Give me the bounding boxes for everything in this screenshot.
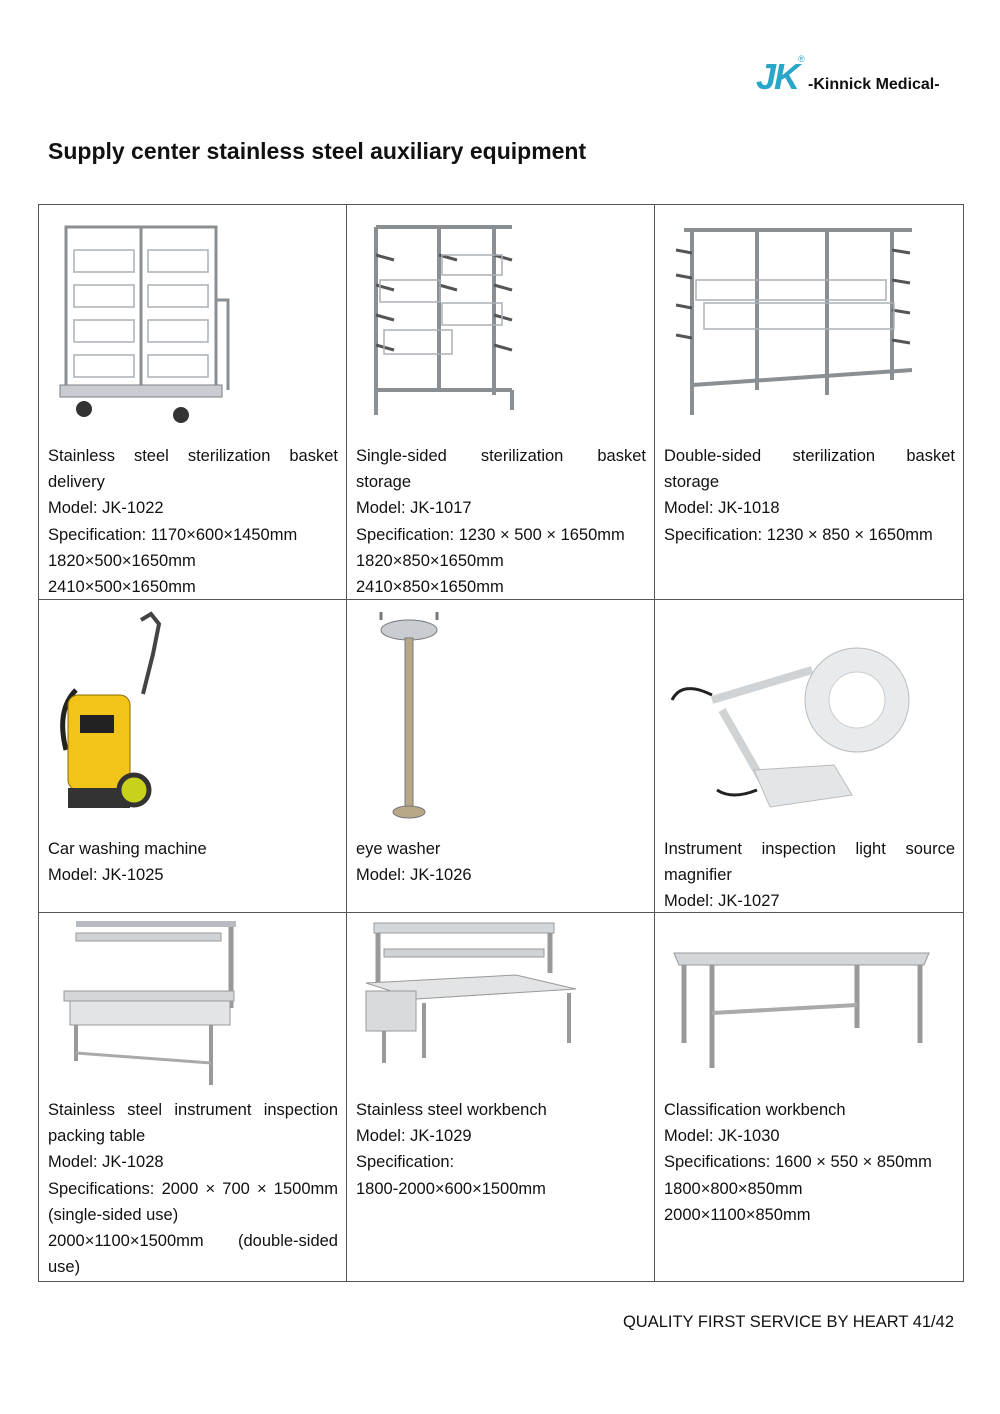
table-row <box>39 205 964 600</box>
product-cell <box>347 205 655 600</box>
registered-mark: ® <box>798 54 805 64</box>
product-model: Model: JK-1028 <box>48 1153 164 1172</box>
product-spec: 1820×500×1650mm <box>48 551 196 570</box>
product-name: Stainless steel sterilization basket delivery <box>48 447 338 492</box>
product-name: Single-sided sterilization basket storage <box>356 447 646 492</box>
single-sided-rack-image <box>354 205 554 443</box>
product-table <box>38 204 964 1282</box>
product-spec: Specification: <box>356 1153 455 1172</box>
table-row <box>39 600 964 913</box>
product-name: eye washer <box>356 840 441 858</box>
page-title: Supply center stainless steel auxiliary equipment <box>48 138 587 164</box>
magnifier-lamp-image <box>662 600 922 836</box>
eye-washer-image <box>354 600 464 836</box>
product-cell <box>347 913 655 1282</box>
product-name: Stainless steel workbench <box>356 1101 547 1119</box>
product-name: Car washing machine <box>48 840 207 858</box>
product-spec: 2000×1100×1500mm (double-sided use) <box>48 1232 338 1277</box>
classification-workbench-image <box>662 913 942 1097</box>
product-model: Model: JK-1017 <box>356 499 472 518</box>
table-row <box>39 913 964 1282</box>
product-model: Model: JK-1025 <box>48 866 164 885</box>
product-spec: 2410×500×1650mm <box>48 578 196 597</box>
page-footer: QUALITY FIRST SERVICE BY HEART 41/42 <box>622 1313 954 1331</box>
product-model: Model: JK-1029 <box>356 1127 472 1146</box>
product-cell <box>347 600 655 913</box>
product-name: Instrument inspection light source magnifier <box>664 840 955 885</box>
product-name: Double-sided sterilization basket storage <box>664 447 955 492</box>
product-spec: Specification: 1230 × 500 × 1650mm <box>356 525 625 544</box>
product-model: Model: JK-1026 <box>356 866 472 885</box>
workbench-image <box>354 913 594 1097</box>
product-spec: Specification: 1170×600×1450mm <box>48 525 298 544</box>
product-model: Model: JK-1027 <box>664 892 780 911</box>
product-cell <box>655 913 964 1282</box>
product-cell <box>655 205 964 600</box>
double-sided-rack-image <box>662 205 932 443</box>
product-model: Model: JK-1018 <box>664 499 780 518</box>
company-name: -Kinnick Medical- <box>808 76 940 93</box>
product-name: Classification workbench <box>664 1101 846 1119</box>
logo-mark: JK <box>756 56 799 97</box>
product-spec: 1800-2000×600×1500mm <box>356 1179 546 1198</box>
product-spec: 2000×1100×850mm <box>664 1205 811 1224</box>
product-spec: Specification: 1230 × 850 × 1650mm <box>664 525 933 544</box>
product-spec: Specifications: 1600 × 550 × 850mm <box>664 1153 932 1172</box>
product-spec: 2410×850×1650mm <box>356 578 504 597</box>
company-logo <box>752 54 962 100</box>
product-spec: 1820×850×1650mm <box>356 551 504 570</box>
product-cell <box>39 600 347 913</box>
product-cell <box>39 913 347 1282</box>
product-cell <box>655 600 964 913</box>
product-model: Model: JK-1030 <box>664 1127 780 1146</box>
product-spec: Specifications: 2000 × 700 × 1500mm (single-sided use) <box>48 1179 338 1224</box>
product-model: Model: JK-1022 <box>48 499 164 518</box>
inspection-packing-table-image <box>46 913 246 1097</box>
car-washing-machine-image <box>46 600 196 836</box>
product-name: Stainless steel instrument inspection packing table <box>48 1101 338 1146</box>
basket-delivery-cart-image <box>46 205 246 443</box>
product-spec: 1800×800×850mm <box>664 1179 803 1198</box>
product-cell <box>39 205 347 600</box>
